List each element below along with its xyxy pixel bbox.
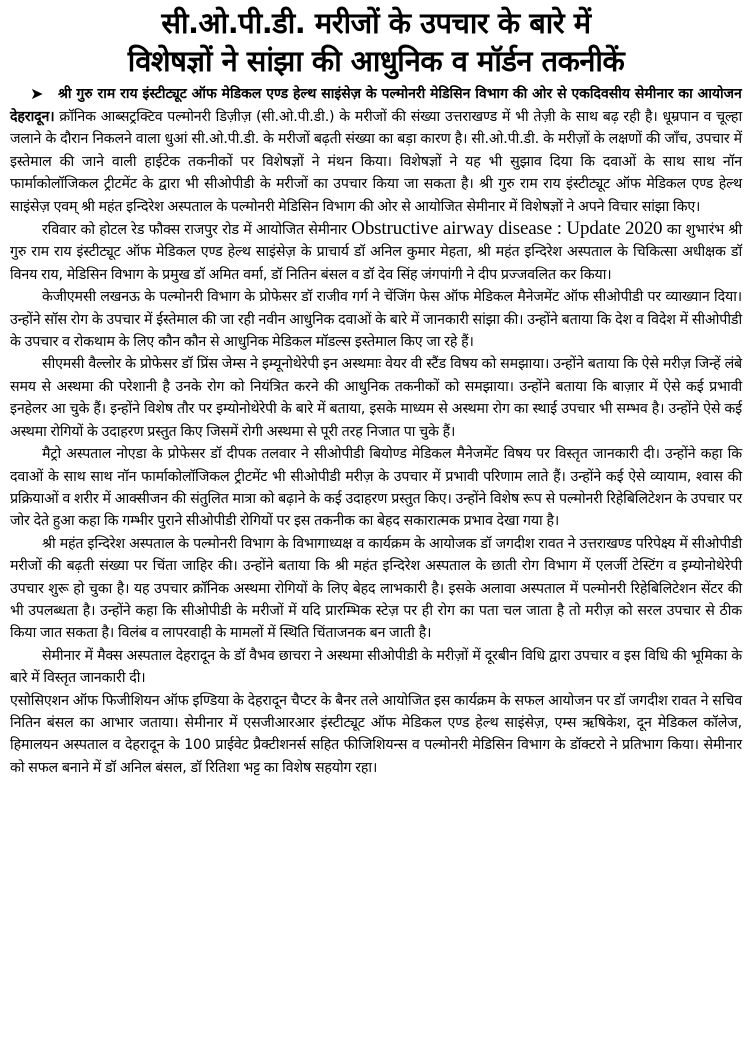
seminar-title-english: Obstructive airway disease : Update 2020: [351, 218, 663, 240]
headline-line-2: विशेषज्ञों ने सांझा की आधुनिक व मॉर्डन तकनीकें: [127, 44, 625, 78]
dateline: देहरादून।: [10, 109, 55, 125]
paragraph-6: श्री महंत इन्दिरेश अस्पताल के पल्मोनरी विभाग के विभागाध्यक्ष व कार्यक्रम के आयोजक डॉ जगदीश रावत ने उत्तराखण्ड परिपेक्ष्य में सीओपीडी मरीजों की बढ़ती संख्या पर चिंता जाहिर की। उन्होंने बताया कि श्री महंत इन्दिरेश अस्पताल के छाती रोग विभाग में एलर्जी टेस्टिंग व इम्योनोथेरेपी उपचार शुरू हो चुका है। यह उपचार क्रॉनिक अस्थमा रोगियों के लिए बेहद लाभकारी है। इसके अलावा अस्पताल में पल्मोनरी रिहेबिलिटेशन सेंटर की भी उपलब्धता है। उन्होंने कहा कि सीओपीडी के मरीजों में यदि प्रारम्भिक स्टेज़ पर ही रोग का पता चल जाता है तो मरीज़ को सरल उपचार से ठीक किया जात सकता है। विलंब व लापरवाही के मामलों में स्थिति चिंताजनक बन जाती है।: [10, 535, 742, 642]
paragraph-5: मैट्रो अस्पताल नोएडा के प्रोफेसर डॉ दीपक तलवार ने सीओपीडी बियोण्ड मेडिकल मैनेजमेंट विषय पर विस्तृत जानकारी दी। उन्होंने कहा कि दवाओं के साथ साथ नॉन फार्माकोलॉजिकल ट्रीटमेंट भी सीओपीडी मरीज़ के उपचार में प्रभावी परिणाम लाते हैं। उन्होंने कई ऐसे व्यायाम, श्वास की प्रक्रियाओं व शरीर में आक्सीजन की संतुलित मात्रा को बढ़ाने के कई उदाहरण प्रस्तुत किए। उन्होंने विशेष रूप से पल्मोनरी रिहेबिलिटेशन के उपचार पर जोर देते हुआ कहा कि गम्भीर पुराने सीओपीडी रोगियों पर इस तकनीक का बेहद सकारात्मक प्रभाव देखा गया है।: [10, 446, 742, 530]
headline-line-1: सी.ओ.पी.डी. मरीजों के उपचार के बारे में: [161, 6, 591, 40]
paragraph-3: केजीएमसी लखनऊ के पल्मोनरी विभाग के प्रोफेसर डॉ राजीव गर्ग ने चेंजिंग फेस ऑफ मेडिकल मैनेजमेंट ऑफ सीओपीडी पर व्याख्यान दिया। उन्होंने सॉस रोग के उपचार में ईस्तेमाल की जा रही नवीन आधुनिक दवाओं के बारे में जानकारी सांझा की। उन्होंने बताया कि देश व विदेश में सीओपीडी के उपचार व रोकथाम के लिए कौन कौन से आधुनिक मेडिकल मॉडल्स इस्तेमाल किए जा रहे हैं।: [10, 289, 742, 351]
paragraph-7: सेमीनार में मैक्स अस्पताल देहरादून के डॉ वैभव छाचरा ने अस्थमा सीओपीडी के मरीज़ों में दूरबीन विधि द्वारा उपचार व इस विधि की भूमिका के बारे में विस्तृत जानकारी दी।: [10, 647, 742, 687]
paragraph-8: एसोसिएशन ऑफ फिजीशियन ऑफ इण्डिया के देहरादून चैप्टर के बैनर तले आयोजित इस कार्यक्रम के सफल आयोजन पर डॉ जगदीश रावत ने सचिव नितिन बंसल का आभार जताया। सेमीनार में एसजीआरआर इंस्टीट्यूट ऑफ मेडिकल एण्ड हेल्थ साइंसेज़, एम्स ऋषिकेश, दून मेडिकल कॉलेज, हिमालयन अस्पताल व देहरादून के 100 प्राईवेट प्रैक्टीशनर्स सहित फीजिशियन्स व पल्मोनरी मेडिसिन विभाग के डॉक्टरो ने प्रतिभाग किया। सेमीनार को सफल बनाने में डॉ अनिल बंसल, डॉ रितिशा भट्ट का विशेष सहयोग रहा।: [10, 692, 742, 776]
paragraph-2-text-b: का शुभारंभ श्री गुरु राम राय इंस्टीट्यूट ऑफ मेडिकल एण्ड हेल्थ साइंसेज़ के प्राचार्य डॉ अनिल कुमार मेहता, श्री महंत इन्दिरेश अस्पताल के चिकित्सा अधीक्षक डॉ विनय राय, मेडिसिन विभाग के प्रमुख डॉ अमित वर्मा, डॉ नितिन बंसल व डॉ देव सिंह जंगपांगी ने दीप प्रज्जवलित कर किया।: [10, 222, 742, 283]
paragraph-4: सीएमसी वैल्लोर के प्रोफेसर डॉ प्रिंस जेम्स ने इम्यूनोथेरेपी इन अस्थमाः वेयर वी स्टैंड विषय को समझाया। उन्होंने बताया कि ऐसे मरीज़ जिन्हें लंबे समय से अस्थमा की परेशानी है उनके रोग को नियंत्रित करने की आधुनिक तकनीकों को समझाया। उन्होंने बताया कि बाज़ार में ऐसे कई प्रभावी इनहेलर आ चुके हैं। इन्होंने विशेष तौर पर इम्योनोथेरेपी के बारे में बताया, इसके माध्यम से अस्थमा रोग का स्थाई उपचार भी सम्भव है। उन्होंने ऐसे कई अस्थमा रोगियों के उदाहरण प्रस्तुत किए जिसमें रोगी अस्थमा से पूरी तरह निजात पा चुके हैं।: [10, 356, 742, 440]
paragraph-2: [10, 218, 742, 286]
arrow-right-icon: ➤: [30, 84, 44, 103]
subheading: [30, 84, 742, 104]
paragraph-1-text: क्रॉनिक आब्सट्रक्टिव पल्मोनरी डिज़ीज़ (सी.ओ.पी.डी.) के मरीजों की संख्या उत्तराखण्ड में भी तेज़ी के साथ बढ़ रही है। धूम्रपान व चूल्हा जलाने के दौरान निकलने वाला धुआं सी.ओ.पी.डी. के मरीजों बढ़ती संख्या का बड़ा कारण है। सी.ओ.पी.डी. के मरीज़ों के लक्षणों की जाँच, उपचार में इस्तेमाल की जाने वाली हाईटेक तकनीकों पर विशेषज्ञों ने मंथन किया। विशेषज्ञों ने यह भी सुझाव दिया कि दवाओं के साथ साथ नॉन फार्माकोलॉजिकल ट्रीटमेंट के द्वारा भी सीओपीडी के मरीजों का उपचार किया जा सकता है। श्री गुरु राम राय इंस्टीट्यूट ऑफ मेडिकल एण्ड हेल्थ साइंसेज़ एवम् श्री महंत इन्दिरेश अस्पताल के पल्मोनरी मेडिसिन विभाग की ओर से आयोजित सेमीनार में विशेषज्ञों ने अपने विचार सांझा किए।: [10, 109, 742, 215]
subheading-text: श्री गुरु राम राय इंस्टीट्यूट ऑफ मेडिकल एण्ड हेल्थ साइंसेज़ के पल्मोनरी मेडिसिन विभाग की ओर से एकदिवसीय सेमीनार का आयोजन: [58, 86, 742, 102]
paragraph-1: [10, 106, 742, 218]
paragraph-2-text-a: रविवार को होटल रेड फौक्स राजपुर रोड में आयोजित सेमीनार: [42, 222, 352, 239]
article-body: [10, 106, 742, 779]
headline: [10, 4, 742, 80]
